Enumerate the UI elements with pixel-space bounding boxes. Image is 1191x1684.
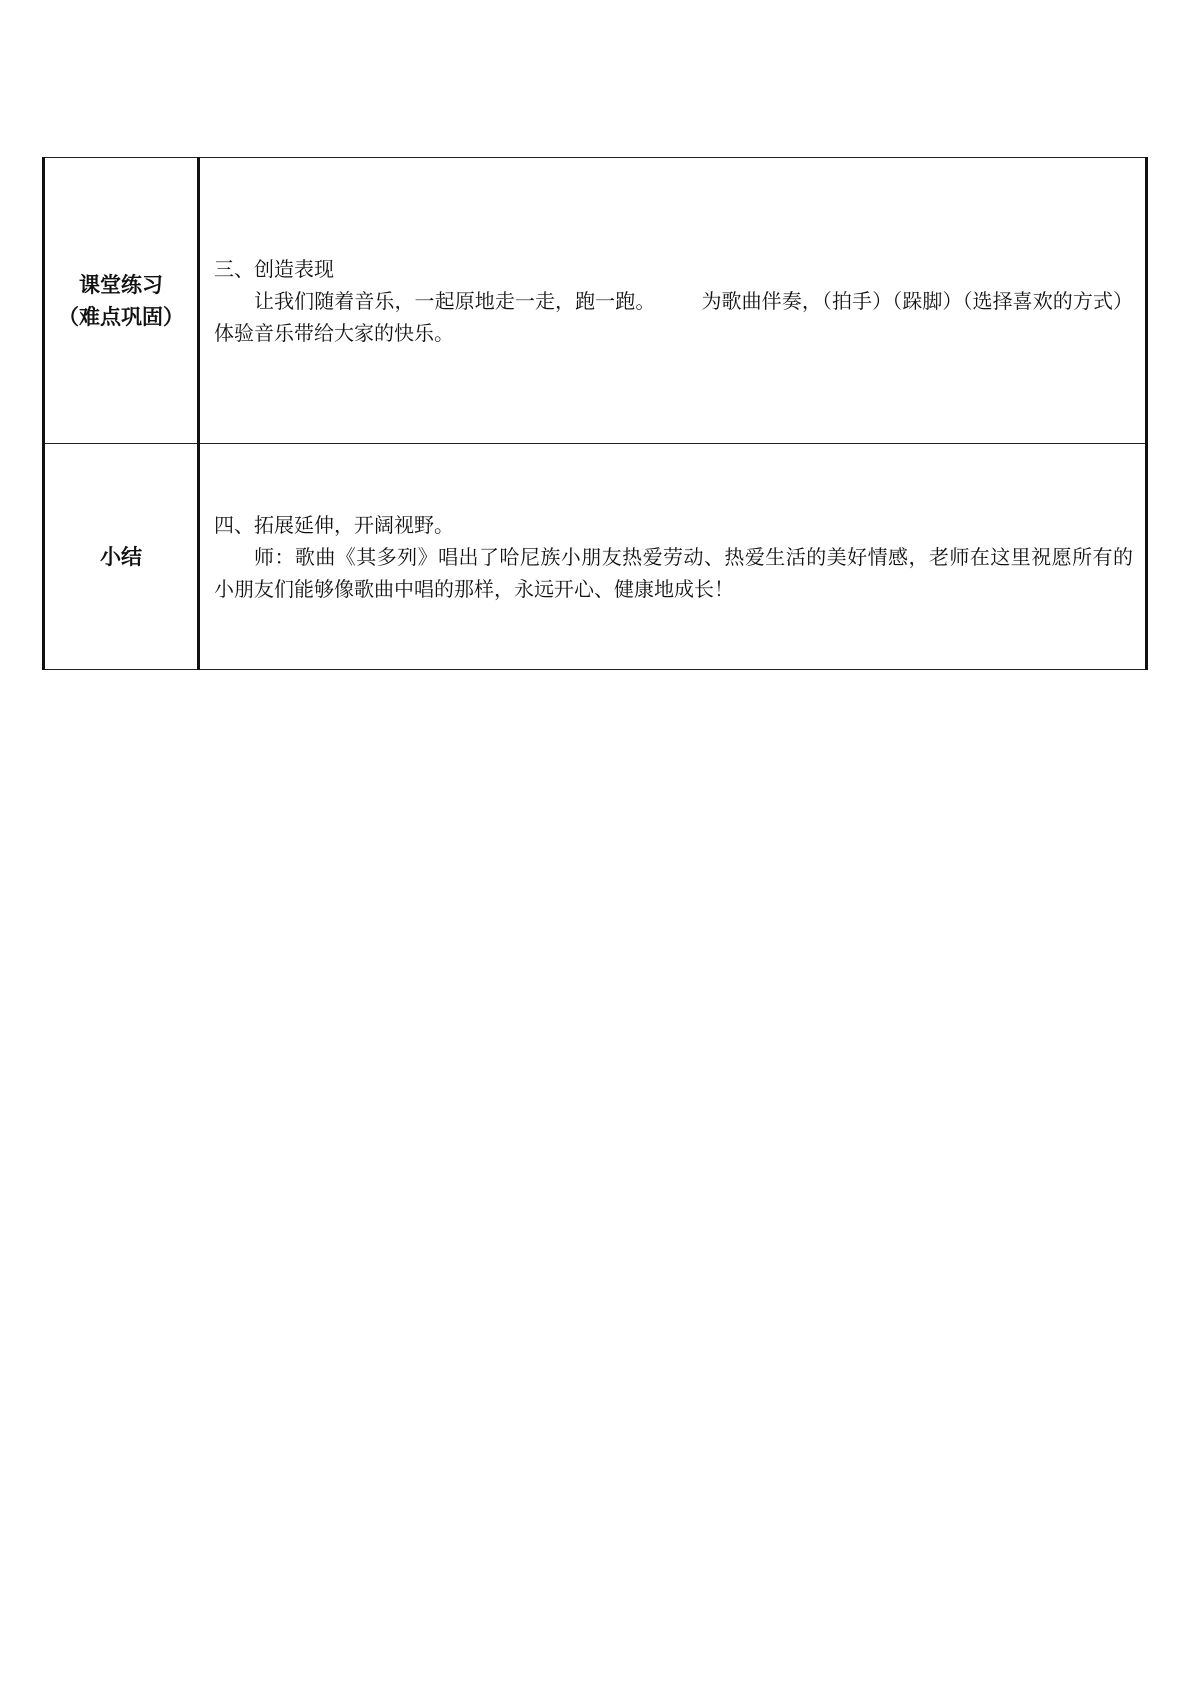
summary-body: 师：歌曲《其多列》唱出了哈尼族小朋友热爱劳动、热爱生活的美好情感，老师在这里祝愿所有的小朋友们能够像歌曲中唱的那样，永远开心、健康地成长！ bbox=[214, 544, 1133, 601]
table-row-practice bbox=[44, 158, 1147, 444]
practice-content-cell bbox=[199, 158, 1147, 444]
practice-body-part2: 为歌曲伴奏，（拍手）（跺脚）（选择喜欢的方式）体验音乐带给大家的快乐。 bbox=[214, 288, 1134, 345]
practice-label-subtitle: （难点巩固） bbox=[58, 304, 184, 329]
practice-body-part1: 让我们随着音乐，一起原地走一走，跑一跑。 bbox=[254, 288, 656, 313]
summary-label-cell bbox=[44, 444, 199, 670]
practice-body bbox=[214, 285, 1133, 349]
summary-content-cell bbox=[199, 444, 1147, 670]
summary-heading: 四、拓展延伸，开阔视野。 bbox=[214, 512, 454, 537]
table-row-summary bbox=[44, 444, 1147, 670]
summary-label: 小结 bbox=[100, 544, 142, 569]
practice-label-title: 课堂练习 bbox=[79, 272, 163, 297]
practice-label-cell bbox=[44, 158, 199, 444]
practice-heading: 三、创造表现 bbox=[214, 256, 334, 281]
lesson-plan-table bbox=[42, 157, 1148, 670]
